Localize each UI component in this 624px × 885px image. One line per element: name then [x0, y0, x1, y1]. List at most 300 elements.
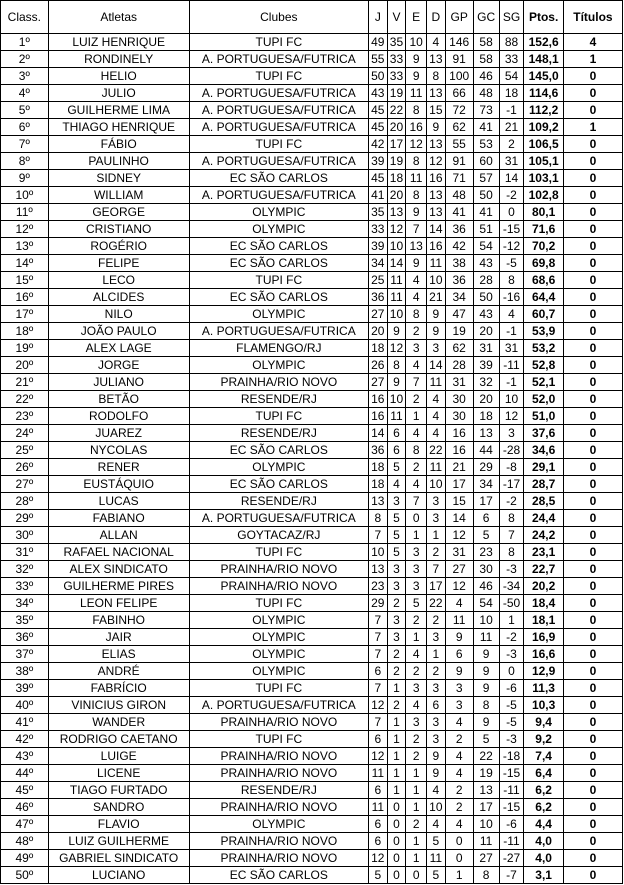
- games-cell: 7: [368, 629, 387, 646]
- goals-for-cell: 66: [445, 85, 473, 102]
- points-cell: 69,8: [524, 255, 563, 272]
- points-cell: 9,2: [524, 731, 563, 748]
- draws-cell: 3: [406, 544, 427, 561]
- goal-difference-cell: -17: [499, 476, 524, 493]
- losses-cell: 12: [427, 153, 446, 170]
- goal-difference-cell: 0: [499, 663, 524, 680]
- goals-against-cell: 17: [473, 493, 499, 510]
- titles-cell: 0: [563, 357, 622, 374]
- goal-difference-cell: 33: [499, 51, 524, 68]
- goal-difference-cell: 3: [499, 425, 524, 442]
- draws-cell: 13: [406, 238, 427, 255]
- goals-for-cell: 100: [445, 68, 473, 85]
- club-cell: OLYMPIC: [189, 306, 368, 323]
- athlete-cell: JULIO: [48, 85, 189, 102]
- games-cell: 7: [368, 680, 387, 697]
- athlete-cell: FABINHO: [48, 612, 189, 629]
- athlete-cell: NYCOLAS: [48, 442, 189, 459]
- wins-cell: 3: [387, 561, 406, 578]
- goals-against-cell: 50: [473, 187, 499, 204]
- points-cell: 60,7: [524, 306, 563, 323]
- club-cell: OLYMPIC: [189, 629, 368, 646]
- points-cell: 112,2: [524, 102, 563, 119]
- games-cell: 13: [368, 493, 387, 510]
- goals-against-cell: 48: [473, 85, 499, 102]
- titles-cell: 0: [563, 136, 622, 153]
- rank-cell: 9º: [1, 170, 49, 187]
- draws-cell: 3: [406, 578, 427, 595]
- table-row: [1, 221, 623, 238]
- losses-cell: 1: [427, 527, 446, 544]
- table-row: [1, 561, 623, 578]
- games-cell: 45: [368, 102, 387, 119]
- table-row: [1, 612, 623, 629]
- losses-cell: 3: [427, 714, 446, 731]
- goals-for-cell: 4: [445, 748, 473, 765]
- athlete-cell: JAIR: [48, 629, 189, 646]
- goal-difference-cell: -27: [499, 850, 524, 867]
- goal-difference-cell: 8: [499, 272, 524, 289]
- club-cell: PRAINHA/RIO NOVO: [189, 850, 368, 867]
- athlete-cell: JULIANO: [48, 374, 189, 391]
- wins-cell: 8: [387, 357, 406, 374]
- rank-cell: 2º: [1, 51, 49, 68]
- rank-cell: 28º: [1, 493, 49, 510]
- goals-for-cell: 47: [445, 306, 473, 323]
- points-cell: 18,1: [524, 612, 563, 629]
- games-cell: 27: [368, 374, 387, 391]
- athlete-cell: LICENE: [48, 765, 189, 782]
- points-cell: 71,6: [524, 221, 563, 238]
- goal-difference-cell: -2: [499, 629, 524, 646]
- club-cell: OLYMPIC: [189, 357, 368, 374]
- club-cell: A. PORTUGUESA/FUTRICA: [189, 119, 368, 136]
- games-cell: 6: [368, 833, 387, 850]
- goals-for-cell: 12: [445, 527, 473, 544]
- losses-cell: 7: [427, 561, 446, 578]
- club-cell: PRAINHA/RIO NOVO: [189, 799, 368, 816]
- titles-cell: 0: [563, 323, 622, 340]
- goals-against-cell: 31: [473, 340, 499, 357]
- draws-cell: 5: [406, 595, 427, 612]
- goals-for-cell: 1: [445, 867, 473, 884]
- club-cell: TUPI FC: [189, 136, 368, 153]
- athlete-cell: ALEX SINDICATO: [48, 561, 189, 578]
- goals-for-cell: 16: [445, 425, 473, 442]
- titles-cell: 0: [563, 340, 622, 357]
- header-losses: D: [427, 1, 446, 34]
- table-row: [1, 187, 623, 204]
- draws-cell: 4: [406, 357, 427, 374]
- draws-cell: 1: [406, 833, 427, 850]
- goal-difference-cell: -12: [499, 238, 524, 255]
- club-cell: OLYMPIC: [189, 459, 368, 476]
- goals-against-cell: 46: [473, 578, 499, 595]
- goals-against-cell: 9: [473, 663, 499, 680]
- wins-cell: 6: [387, 442, 406, 459]
- draws-cell: 9: [406, 68, 427, 85]
- goals-against-cell: 44: [473, 442, 499, 459]
- draws-cell: 7: [406, 493, 427, 510]
- losses-cell: 13: [427, 187, 446, 204]
- wins-cell: 11: [387, 408, 406, 425]
- wins-cell: 33: [387, 68, 406, 85]
- titles-cell: 0: [563, 544, 622, 561]
- goal-difference-cell: -6: [499, 680, 524, 697]
- goals-against-cell: 43: [473, 306, 499, 323]
- wins-cell: 0: [387, 833, 406, 850]
- titles-cell: 0: [563, 204, 622, 221]
- titles-cell: 0: [563, 510, 622, 527]
- rank-cell: 33º: [1, 578, 49, 595]
- club-cell: TUPI FC: [189, 34, 368, 51]
- losses-cell: 13: [427, 51, 446, 68]
- games-cell: 45: [368, 170, 387, 187]
- points-cell: 53,9: [524, 323, 563, 340]
- goals-against-cell: 10: [473, 816, 499, 833]
- club-cell: EC SÃO CARLOS: [189, 289, 368, 306]
- athlete-cell: NILO: [48, 306, 189, 323]
- games-cell: 5: [368, 867, 387, 884]
- draws-cell: 9: [406, 51, 427, 68]
- titles-cell: 1: [563, 119, 622, 136]
- athlete-cell: JORGE: [48, 357, 189, 374]
- club-cell: RESENDE/RJ: [189, 782, 368, 799]
- table-row: [1, 629, 623, 646]
- draws-cell: 1: [406, 850, 427, 867]
- goals-against-cell: 57: [473, 170, 499, 187]
- goals-for-cell: 21: [445, 459, 473, 476]
- wins-cell: 18: [387, 170, 406, 187]
- goals-against-cell: 8: [473, 867, 499, 884]
- games-cell: 26: [368, 357, 387, 374]
- titles-cell: 0: [563, 425, 622, 442]
- wins-cell: 0: [387, 867, 406, 884]
- goal-difference-cell: 4: [499, 306, 524, 323]
- losses-cell: 13: [427, 204, 446, 221]
- goals-for-cell: 48: [445, 187, 473, 204]
- goals-against-cell: 22: [473, 748, 499, 765]
- wins-cell: 2: [387, 646, 406, 663]
- draws-cell: 4: [406, 646, 427, 663]
- points-cell: 4,0: [524, 833, 563, 850]
- titles-cell: 0: [563, 459, 622, 476]
- points-cell: 4,4: [524, 816, 563, 833]
- titles-cell: 0: [563, 663, 622, 680]
- goal-difference-cell: 31: [499, 340, 524, 357]
- titles-cell: 0: [563, 646, 622, 663]
- wins-cell: 1: [387, 782, 406, 799]
- wins-cell: 1: [387, 731, 406, 748]
- club-cell: TUPI FC: [189, 595, 368, 612]
- club-cell: TUPI FC: [189, 272, 368, 289]
- titles-cell: 0: [563, 833, 622, 850]
- losses-cell: 22: [427, 595, 446, 612]
- table-row: [1, 476, 623, 493]
- table-row: [1, 646, 623, 663]
- table-row: [1, 255, 623, 272]
- wins-cell: 5: [387, 544, 406, 561]
- draws-cell: 3: [406, 714, 427, 731]
- goal-difference-cell: -34: [499, 578, 524, 595]
- goals-for-cell: 19: [445, 323, 473, 340]
- goals-for-cell: 28: [445, 357, 473, 374]
- athlete-cell: FABIANO: [48, 510, 189, 527]
- games-cell: 55: [368, 51, 387, 68]
- games-cell: 39: [368, 153, 387, 170]
- table-row: [1, 68, 623, 85]
- titles-cell: 1: [563, 51, 622, 68]
- games-cell: 18: [368, 340, 387, 357]
- table-row: [1, 595, 623, 612]
- club-cell: A. PORTUGUESA/FUTRICA: [189, 51, 368, 68]
- wins-cell: 2: [387, 595, 406, 612]
- header-row: [1, 1, 623, 34]
- goal-difference-cell: -3: [499, 731, 524, 748]
- club-cell: OLYMPIC: [189, 816, 368, 833]
- goal-difference-cell: -8: [499, 459, 524, 476]
- games-cell: 16: [368, 391, 387, 408]
- points-cell: 51,0: [524, 408, 563, 425]
- wins-cell: 3: [387, 493, 406, 510]
- athlete-cell: VINICIUS GIRON: [48, 697, 189, 714]
- losses-cell: 4: [427, 816, 446, 833]
- goals-for-cell: 14: [445, 510, 473, 527]
- athlete-cell: JUAREZ: [48, 425, 189, 442]
- table-row: [1, 663, 623, 680]
- titles-cell: 0: [563, 595, 622, 612]
- games-cell: 41: [368, 187, 387, 204]
- table-row: [1, 850, 623, 867]
- titles-cell: 0: [563, 527, 622, 544]
- club-cell: PRAINHA/RIO NOVO: [189, 765, 368, 782]
- losses-cell: 14: [427, 357, 446, 374]
- rank-cell: 16º: [1, 289, 49, 306]
- rank-cell: 11º: [1, 204, 49, 221]
- club-cell: OLYMPIC: [189, 612, 368, 629]
- losses-cell: 21: [427, 289, 446, 306]
- draws-cell: 2: [406, 391, 427, 408]
- goals-against-cell: 5: [473, 731, 499, 748]
- goals-against-cell: 60: [473, 153, 499, 170]
- goals-for-cell: 41: [445, 204, 473, 221]
- goals-against-cell: 9: [473, 680, 499, 697]
- athlete-cell: SANDRO: [48, 799, 189, 816]
- points-cell: 4,0: [524, 850, 563, 867]
- athlete-cell: SIDNEY: [48, 170, 189, 187]
- games-cell: 16: [368, 408, 387, 425]
- rank-cell: 8º: [1, 153, 49, 170]
- club-cell: PRAINHA/RIO NOVO: [189, 578, 368, 595]
- table-row: [1, 306, 623, 323]
- rank-cell: 15º: [1, 272, 49, 289]
- titles-cell: 0: [563, 493, 622, 510]
- goal-difference-cell: -50: [499, 595, 524, 612]
- draws-cell: 2: [406, 663, 427, 680]
- draws-cell: 2: [406, 816, 427, 833]
- games-cell: 14: [368, 425, 387, 442]
- goals-for-cell: 38: [445, 255, 473, 272]
- titles-cell: 0: [563, 289, 622, 306]
- goals-against-cell: 73: [473, 102, 499, 119]
- club-cell: RESENDE/RJ: [189, 493, 368, 510]
- games-cell: 36: [368, 289, 387, 306]
- points-cell: 148,1: [524, 51, 563, 68]
- rank-cell: 5º: [1, 102, 49, 119]
- athlete-cell: WANDER: [48, 714, 189, 731]
- table-row: [1, 527, 623, 544]
- athlete-cell: PAULINHO: [48, 153, 189, 170]
- wins-cell: 2: [387, 697, 406, 714]
- goals-for-cell: 12: [445, 578, 473, 595]
- draws-cell: 10: [406, 34, 427, 51]
- goals-against-cell: 53: [473, 136, 499, 153]
- losses-cell: 4: [427, 425, 446, 442]
- points-cell: 34,6: [524, 442, 563, 459]
- draws-cell: 3: [406, 680, 427, 697]
- goal-difference-cell: -1: [499, 323, 524, 340]
- rank-cell: 24º: [1, 425, 49, 442]
- games-cell: 42: [368, 136, 387, 153]
- wins-cell: 3: [387, 629, 406, 646]
- club-cell: PRAINHA/RIO NOVO: [189, 561, 368, 578]
- games-cell: 50: [368, 68, 387, 85]
- table-row: [1, 765, 623, 782]
- goals-against-cell: 17: [473, 799, 499, 816]
- titles-cell: 4: [563, 34, 622, 51]
- goals-for-cell: 0: [445, 833, 473, 850]
- athlete-cell: TIAGO FURTADO: [48, 782, 189, 799]
- draws-cell: 9: [406, 255, 427, 272]
- wins-cell: 17: [387, 136, 406, 153]
- table-header: [1, 1, 623, 34]
- losses-cell: 13: [427, 136, 446, 153]
- table-row: [1, 374, 623, 391]
- draws-cell: 9: [406, 204, 427, 221]
- draws-cell: 2: [406, 748, 427, 765]
- losses-cell: 4: [427, 34, 446, 51]
- table-row: [1, 289, 623, 306]
- table-row: [1, 272, 623, 289]
- header-points: Ptos.: [524, 1, 563, 34]
- athlete-cell: RODOLFO: [48, 408, 189, 425]
- athlete-cell: ALEX LAGE: [48, 340, 189, 357]
- athlete-cell: LUCAS: [48, 493, 189, 510]
- athlete-cell: LUIGE: [48, 748, 189, 765]
- rank-cell: 18º: [1, 323, 49, 340]
- points-cell: 103,1: [524, 170, 563, 187]
- losses-cell: 14: [427, 221, 446, 238]
- games-cell: 12: [368, 748, 387, 765]
- club-cell: TUPI FC: [189, 680, 368, 697]
- wins-cell: 10: [387, 391, 406, 408]
- goals-against-cell: 50: [473, 289, 499, 306]
- losses-cell: 16: [427, 238, 446, 255]
- draws-cell: 4: [406, 425, 427, 442]
- wins-cell: 3: [387, 578, 406, 595]
- goals-for-cell: 9: [445, 663, 473, 680]
- goals-against-cell: 19: [473, 765, 499, 782]
- table-row: [1, 153, 623, 170]
- header-class: Class.: [1, 1, 49, 34]
- rank-cell: 31º: [1, 544, 49, 561]
- table-row: [1, 544, 623, 561]
- wins-cell: 35: [387, 34, 406, 51]
- club-cell: A. PORTUGUESA/FUTRICA: [189, 187, 368, 204]
- goals-against-cell: 9: [473, 646, 499, 663]
- draws-cell: 4: [406, 289, 427, 306]
- draws-cell: 0: [406, 867, 427, 884]
- draws-cell: 1: [406, 527, 427, 544]
- points-cell: 24,4: [524, 510, 563, 527]
- header-athletes: Atletas: [48, 1, 189, 34]
- losses-cell: 9: [427, 323, 446, 340]
- losses-cell: 2: [427, 663, 446, 680]
- points-cell: 16,9: [524, 629, 563, 646]
- goal-difference-cell: 2: [499, 136, 524, 153]
- rank-cell: 10º: [1, 187, 49, 204]
- goal-difference-cell: -3: [499, 646, 524, 663]
- rank-cell: 44º: [1, 765, 49, 782]
- header-goal-difference: SG: [499, 1, 524, 34]
- goals-against-cell: 46: [473, 68, 499, 85]
- draws-cell: 2: [406, 731, 427, 748]
- goal-difference-cell: -15: [499, 799, 524, 816]
- titles-cell: 0: [563, 476, 622, 493]
- draws-cell: 7: [406, 374, 427, 391]
- table-row: [1, 459, 623, 476]
- table-row: [1, 748, 623, 765]
- goal-difference-cell: -11: [499, 833, 524, 850]
- rank-cell: 34º: [1, 595, 49, 612]
- goals-against-cell: 54: [473, 595, 499, 612]
- wins-cell: 10: [387, 238, 406, 255]
- table-row: [1, 119, 623, 136]
- athlete-cell: RONDINELY: [48, 51, 189, 68]
- athlete-cell: LUCIANO: [48, 867, 189, 884]
- rank-cell: 12º: [1, 221, 49, 238]
- header-wins: V: [387, 1, 406, 34]
- goals-against-cell: 29: [473, 459, 499, 476]
- table-row: [1, 408, 623, 425]
- draws-cell: 12: [406, 136, 427, 153]
- goal-difference-cell: -11: [499, 357, 524, 374]
- points-cell: 22,7: [524, 561, 563, 578]
- goals-for-cell: 2: [445, 731, 473, 748]
- table-row: [1, 816, 623, 833]
- header-titles: Títulos: [563, 1, 622, 34]
- goal-difference-cell: 88: [499, 34, 524, 51]
- club-cell: EC SÃO CARLOS: [189, 867, 368, 884]
- goals-against-cell: 13: [473, 425, 499, 442]
- games-cell: 45: [368, 119, 387, 136]
- goals-against-cell: 5: [473, 527, 499, 544]
- wins-cell: 22: [387, 102, 406, 119]
- goals-against-cell: 34: [473, 476, 499, 493]
- draws-cell: 8: [406, 306, 427, 323]
- table-row: [1, 340, 623, 357]
- games-cell: 18: [368, 459, 387, 476]
- header-goals-against: GC: [473, 1, 499, 34]
- rank-cell: 46º: [1, 799, 49, 816]
- club-cell: PRAINHA/RIO NOVO: [189, 714, 368, 731]
- goal-difference-cell: 1: [499, 612, 524, 629]
- losses-cell: 9: [427, 748, 446, 765]
- club-cell: EC SÃO CARLOS: [189, 255, 368, 272]
- rank-cell: 32º: [1, 561, 49, 578]
- titles-cell: 0: [563, 374, 622, 391]
- titles-cell: 0: [563, 391, 622, 408]
